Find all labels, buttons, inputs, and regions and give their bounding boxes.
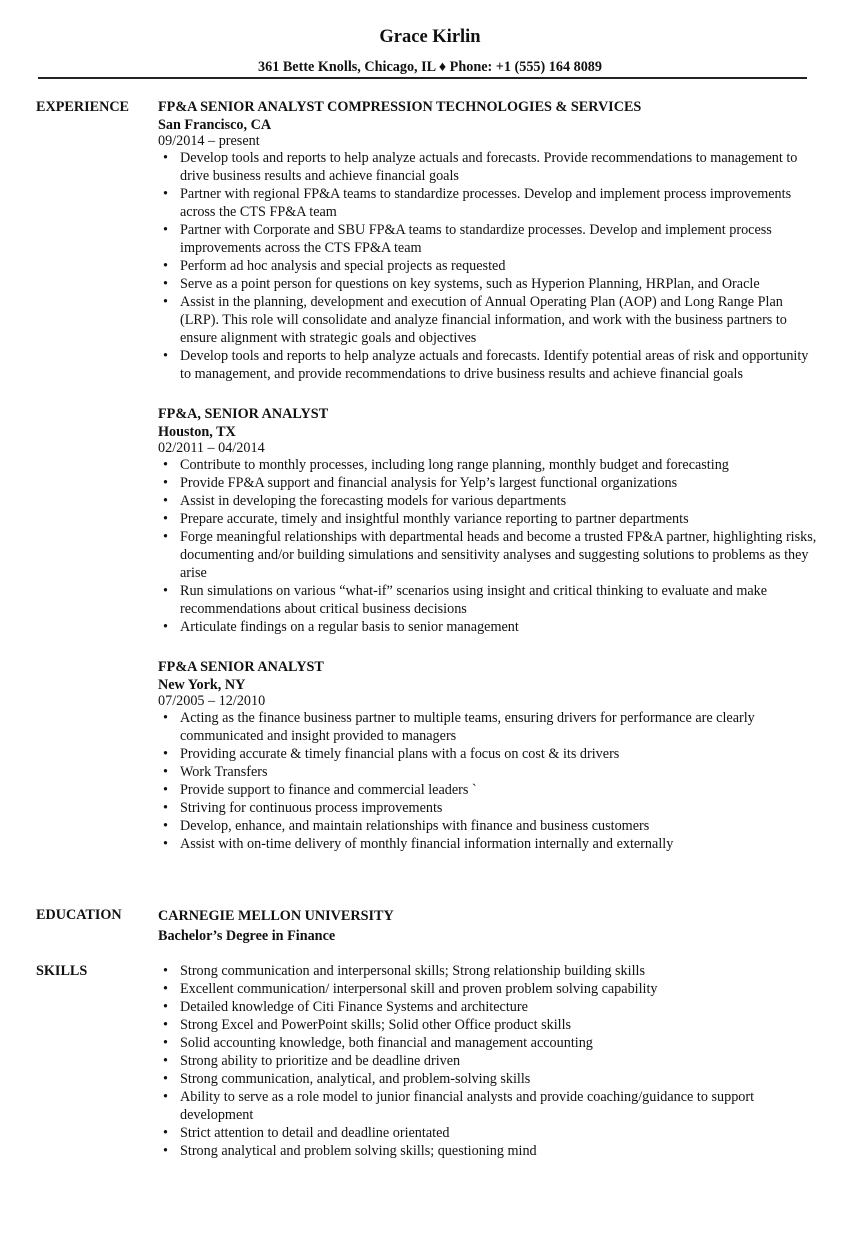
bullet-item: • Assist in the planning, development and execution of Annual Operating Plan (AOP) and Long Range Plan (LRP). This role will consolidate and analyze financial information, and work with the business partners to ensure alignment with strategic goals and objectives bbox=[158, 293, 818, 347]
job-bullets bbox=[158, 149, 818, 383]
bullet-item: • Forge meaningful relationships with departmental heads and become a trusted FP&A partner, highlighting risks, documenting and/or building simulations and sensitivity analyses and suggesting solutions to problems as they arise bbox=[158, 528, 818, 582]
job-entry bbox=[158, 405, 818, 636]
bullet-item: • Providing accurate & timely financial plans with a focus on cost & its drivers bbox=[158, 745, 818, 763]
job-title: FP&A, SENIOR ANALYST bbox=[158, 406, 329, 422]
bullet-item: • Develop tools and reports to help analyze actuals and forecasts. Identify potential areas of risk and opportunity to management, and provide recommendations to drive business results and achieve financial goals bbox=[158, 347, 818, 383]
contact-line: 361 Bette Knolls, Chicago, IL ♦ Phone: +1 (555) 164 8089 bbox=[258, 59, 602, 75]
bullet-item: • Run simulations on various “what-if” scenarios using insight and critical thinking to evaluate and make recommendations about critical business decisions bbox=[158, 582, 818, 618]
skill-item: • Detailed knowledge of Citi Finance Systems and architecture bbox=[158, 998, 818, 1016]
candidate-name: Grace Kirlin bbox=[379, 27, 481, 47]
job-location: New York, NY bbox=[158, 677, 246, 693]
job-dates: 02/2011 – 04/2014 bbox=[158, 440, 265, 456]
bullet-item: • Provide support to finance and commercial leaders ` bbox=[158, 781, 818, 799]
job-dates: 07/2005 – 12/2010 bbox=[158, 693, 266, 709]
bullet-item: • Prepare accurate, timely and insightful monthly variance reporting to partner departments bbox=[158, 510, 818, 528]
job-bullets bbox=[158, 456, 818, 636]
skill-item: • Excellent communication/ interpersonal skill and proven problem solving capability bbox=[158, 980, 818, 998]
skill-item: • Ability to serve as a role model to junior financial analysts and provide coaching/guidance to support development bbox=[158, 1088, 818, 1124]
bullet-item: • Provide FP&A support and financial analysis for Yelp’s largest functional organizations bbox=[158, 474, 818, 492]
bullet-item: • Contribute to monthly processes, including long range planning, monthly budget and forecasting bbox=[158, 456, 818, 474]
skills-list bbox=[158, 962, 818, 1160]
school-name: CARNEGIE MELLON UNIVERSITY bbox=[158, 908, 394, 924]
job-entry bbox=[158, 98, 818, 383]
job-entry bbox=[158, 658, 818, 853]
job-bullets bbox=[158, 709, 818, 853]
bullet-item: • Serve as a point person for questions on key systems, such as Hyperion Planning, HRPlan, and Oracle bbox=[158, 275, 818, 293]
bullet-item: • Assist in developing the forecasting models for various departments bbox=[158, 492, 818, 510]
job-location: Houston, TX bbox=[158, 424, 236, 440]
skills-section bbox=[158, 962, 818, 1160]
skill-item: • Strong communication, analytical, and problem-solving skills bbox=[158, 1070, 818, 1088]
bullet-item: • Work Transfers bbox=[158, 763, 818, 781]
degree-name: Bachelor’s Degree in Finance bbox=[158, 928, 336, 944]
header-divider bbox=[38, 77, 807, 79]
job-title: FP&A SENIOR ANALYST bbox=[158, 659, 324, 675]
skill-item: • Solid accounting knowledge, both financial and management accounting bbox=[158, 1034, 818, 1052]
education-heading: EDUCATION bbox=[36, 907, 122, 923]
bullet-item: • Assist with on-time delivery of monthly financial information internally and externally bbox=[158, 835, 818, 853]
bullet-item: • Articulate findings on a regular basis to senior management bbox=[158, 618, 818, 636]
experience-section bbox=[158, 98, 818, 875]
skill-item: • Strong communication and interpersonal skills; Strong relationship building skills bbox=[158, 962, 818, 980]
bullet-item: • Develop, enhance, and maintain relationships with finance and business customers bbox=[158, 817, 818, 835]
skill-item: • Strong ability to prioritize and be deadline driven bbox=[158, 1052, 818, 1070]
skills-heading: SKILLS bbox=[36, 963, 88, 979]
education-section bbox=[158, 906, 818, 946]
experience-heading: EXPERIENCE bbox=[36, 99, 130, 115]
bullet-item: • Perform ad hoc analysis and special projects as requested bbox=[158, 257, 818, 275]
bullet-item: • Acting as the finance business partner to multiple teams, ensuring drivers for performance are clearly communicated and insight provided to managers bbox=[158, 709, 818, 745]
job-location: San Francisco, CA bbox=[158, 117, 272, 133]
bullet-item: • Striving for continuous process improvements bbox=[158, 799, 818, 817]
skill-item: • Strict attention to detail and deadline orientated bbox=[158, 1124, 818, 1142]
skill-item: • Strong analytical and problem solving skills; questioning mind bbox=[158, 1142, 818, 1160]
job-dates: 09/2014 – present bbox=[158, 133, 260, 149]
bullet-item: • Partner with regional FP&A teams to standardize processes. Develop and implement process improvements across the CTS FP&A team bbox=[158, 185, 818, 221]
skill-item: • Strong Excel and PowerPoint skills; Solid other Office product skills bbox=[158, 1016, 818, 1034]
bullet-item: • Partner with Corporate and SBU FP&A teams to standardize processes. Develop and implement process improvements across the CTS FP&A team bbox=[158, 221, 818, 257]
bullet-item: • Develop tools and reports to help analyze actuals and forecasts. Provide recommendations to management to drive business results and achieve financial goals bbox=[158, 149, 818, 185]
job-title: FP&A SENIOR ANALYST COMPRESSION TECHNOLOGIES & SERVICES bbox=[158, 99, 642, 115]
